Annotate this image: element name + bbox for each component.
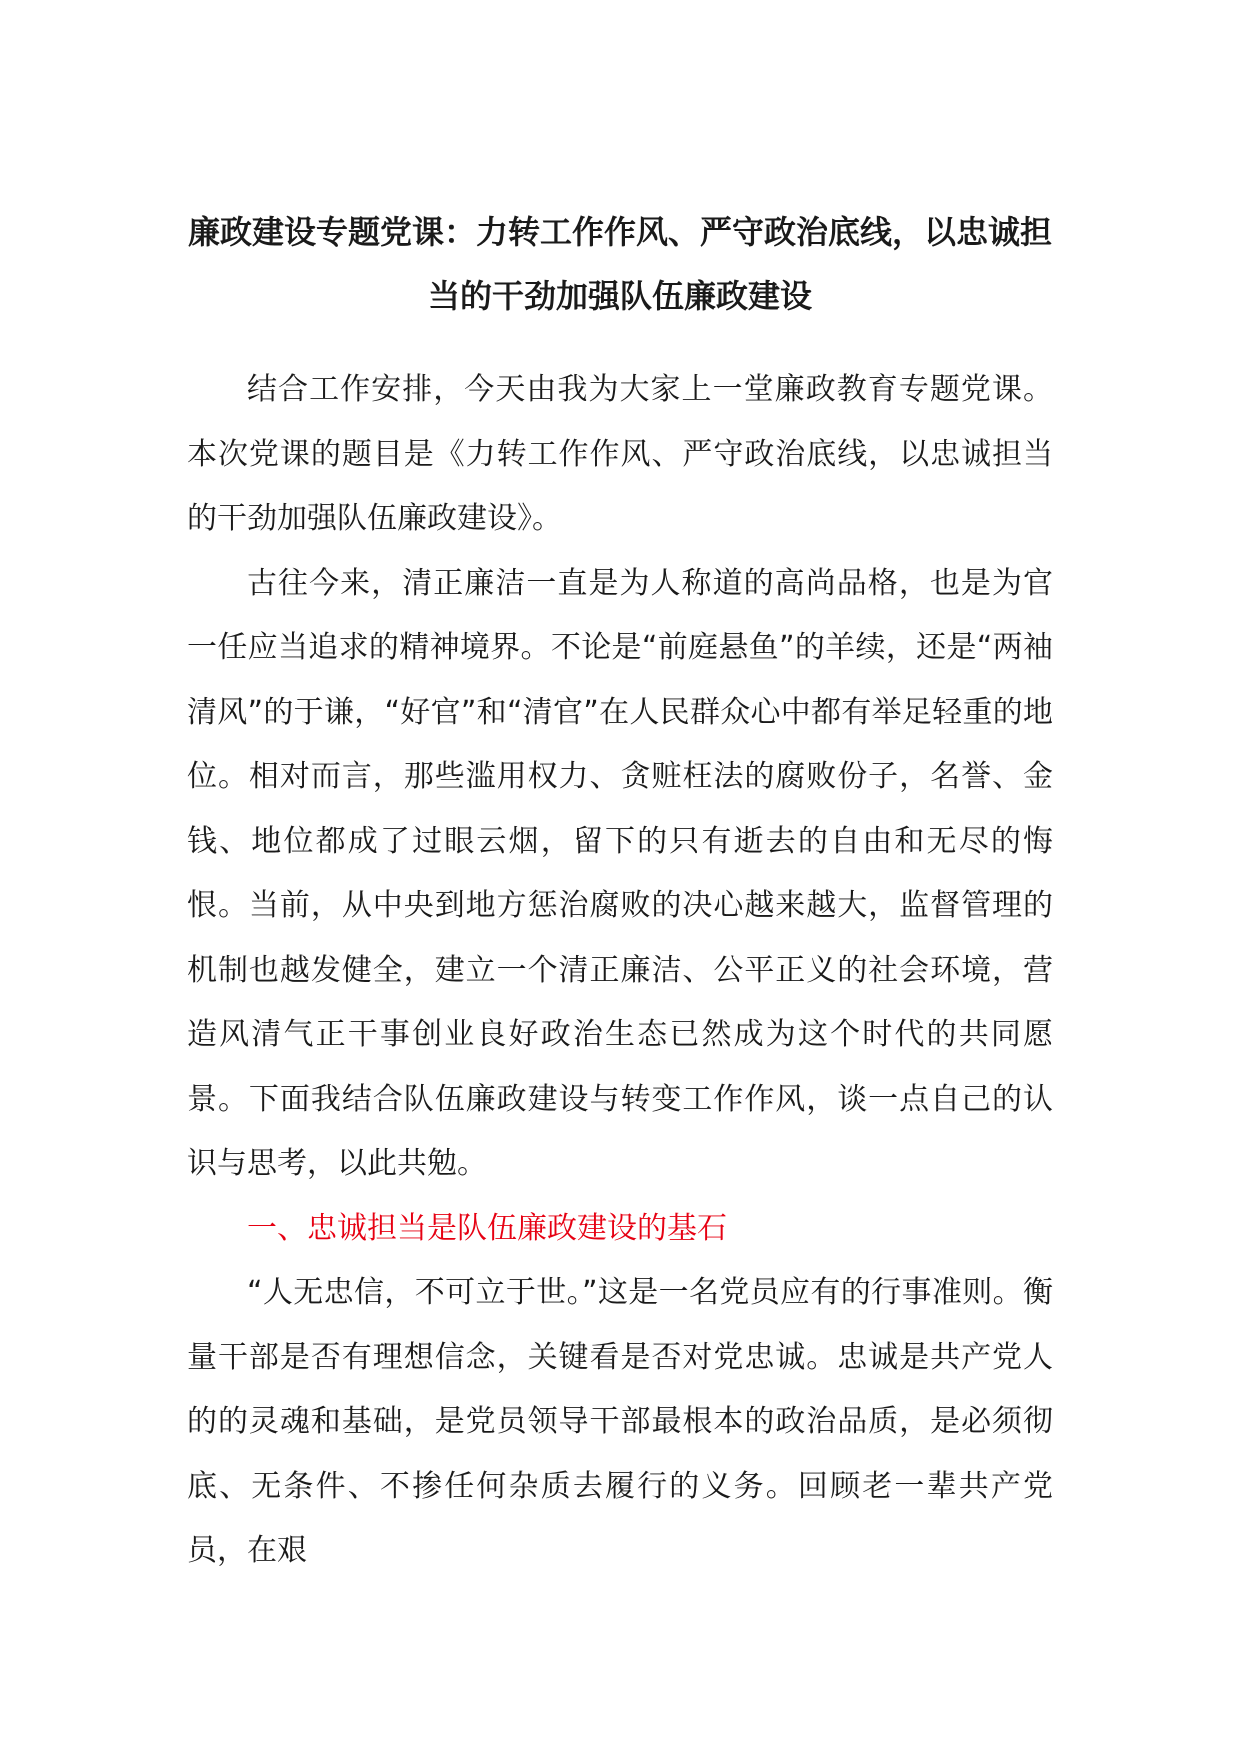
paragraph-intro: 结合工作安排，今天由我为大家上一堂廉政教育专题党课。本次党课的题目是《力转工作作风、严守政治底线，以忠诚担当的干劲加强队伍廉政建设》。 bbox=[187, 372, 1053, 536]
section-heading: 一、忠诚担当是队伍廉政建设的基石 bbox=[247, 1210, 727, 1246]
document-page bbox=[187, 200, 1053, 1584]
document-body bbox=[187, 358, 1053, 1584]
paragraph-background: 古往今来，清正廉洁一直是为人称道的高尚品格，也是为官一任应当追求的精神境界。不论是“前庭悬鱼”的羊续，还是“两袖清风”的于谦，“好官”和“清官”在人民群众心中都有举足轻重的地位。相对而言，那些滥用权力、贪赃枉法的腐败份子，名誉、金钱、地位都成了过眼云烟，留下的只有逝去的自由和无尽的悔恨。当前，从中央到地方惩治腐败的决心越来越大，监督管理的机制也越发健全，建立一个清正廉洁、公平正义的社会环境，营造风清气正干事创业良好政治生态已然成为这个时代的共同愿景。下面我结合队伍廉政建设与转变工作作风，谈一点自己的认识与思考，以此共勉。 bbox=[187, 565, 1053, 1181]
document-title: 廉政建设专题党课：力转工作作风、严守政治底线，以忠诚担当的干劲加强队伍廉政建设 bbox=[187, 213, 1052, 315]
paragraph-section-one: “人无忠信，不可立于世。”这是一名党员应有的行事准则。衡量干部是否有理想信念，关键看是否对党忠诚。忠诚是共产党人的的灵魂和基础，是党员领导干部最根本的政治品质，是必须彻底、无条件、不掺任何杂质去履行的义务。回顾老一辈共产党员，在艰 bbox=[187, 1275, 1053, 1568]
